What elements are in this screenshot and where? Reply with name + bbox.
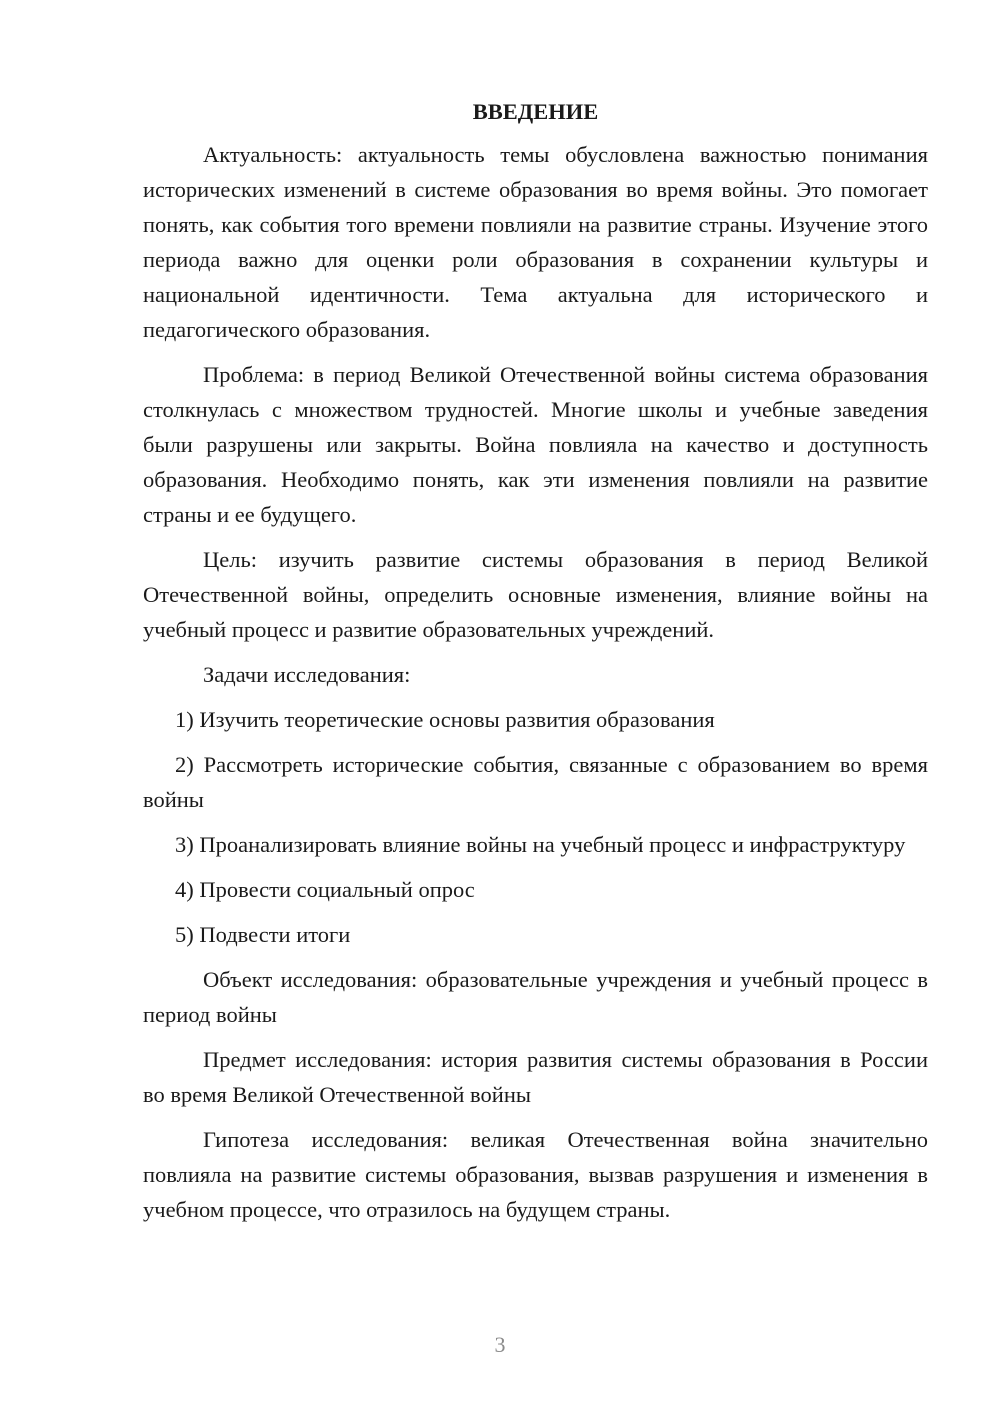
section-heading: ВВЕДЕНИЕ	[472, 99, 599, 124]
task-item: 4) Провести социальный опрос	[175, 877, 475, 902]
task-item: 2) Рассмотреть исторические события, связанные с образованием во время войны	[143, 752, 928, 812]
hypothesis-paragraph: Гипотеза исследования: великая Отечественная война значительно повлияла на развитие системы образования, вызвав разрушения и изменения в учебном процессе, что отразилось на будущем страны.	[143, 1127, 928, 1222]
problem-paragraph: Проблема: в период Великой Отечественной войны система образования столкнулась с множеством трудностей. Многие школы и учебные заведения были разрушены или закрыты. Война повлияла на качество и доступность образования. Необходимо понять, как эти изменения повлияли на развитие страны и ее будущего.	[143, 362, 928, 527]
object-paragraph: Объект исследования: образовательные учреждения и учебный процесс в период войны	[143, 967, 928, 1027]
goal-paragraph: Цель: изучить развитие системы образования в период Великой Отечественной войны, определить основные изменения, влияние войны на учебный процесс и развитие образовательных учреждений.	[143, 547, 928, 642]
relevance-paragraph: Актуальность: актуальность темы обусловлена важностью понимания исторических изменений в системе образования во время войны. Это помогает понять, как события того времени повлияли на развитие страны. Изучение этого периода важно для оценки роли образования в сохранении культуры и национальной идентичности. Тема актуальна для исторического и педагогического образования.	[143, 142, 928, 342]
task-item: 1) Изучить теоретические основы развития образования	[175, 707, 715, 732]
page-content	[143, 94, 928, 1237]
task-item: 5) Подвести итоги	[175, 922, 351, 947]
task-item: 3) Проанализировать влияние войны на учебный процесс и инфраструктуру	[175, 832, 906, 857]
page-number: 3	[494, 1332, 506, 1357]
tasks-intro: Задачи исследования:	[203, 662, 411, 687]
subject-paragraph: Предмет исследования: история развития системы образования в России во время Великой Отечественной войны	[143, 1047, 928, 1107]
